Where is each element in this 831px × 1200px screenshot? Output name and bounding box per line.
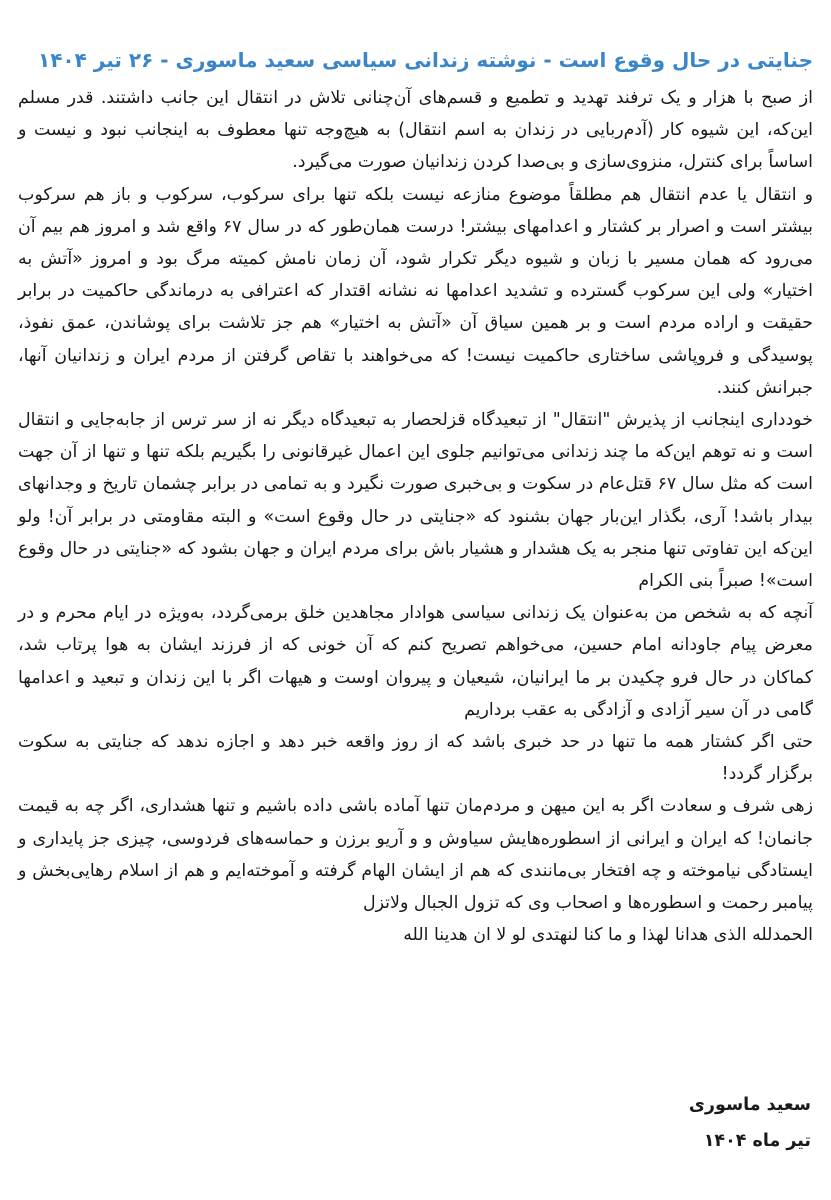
paragraph: الحمدلله الذی هدانا لهذا و ما کنا لنهتدی لو لا ان هدینا الله [403, 925, 813, 946]
paragraph: زهی شرف و سعادت اگر به این میهن و مردم‌مان تنها آماده باشی داده باشیم و تنها هشداری، اگر چه به قیمت جانمان! که ایران و ایرانی از اسطوره‌هایش سیاوش و و آریو برزن و حماسه‌های فردوسی، چیزی جز پایداری و ایستادگی نیاموخته و چه افتخار بی‌مانندی که هم از ایشان الهام گرفته و آموخته‌ایم و هم از اسلام رهایی‌بخش و پیامبر رحمت و اسطوره‌ها و اصحاب وی که تزول الجبال ولاتزل [18, 796, 813, 914]
signature-date: تیر ماه ۱۴۰۴ [703, 1131, 811, 1151]
paragraph: خودداری اینجانب از پذیرش "انتقال" از تبعیدگاه قزلحصار به تبعیدگاه دیگر نه از سر ترس از جابه‌جایی و انتقال است و نه توهم این‌که ما چند زندانی می‌توانیم جلوی این اعمال غیرقانونی را بگیریم بلکه تنها و تنها از آن جهت است که مثل سال ۶۷ قتل‌عام در سکوت و بی‌خبری صورت نگیرد و به تمامی در برابر چشمان تاریخ و وجدانهای بیدار باشد! آری، بگذار این‌بار جهان بشنود که «جنایتی در حال وقوع است» و البته مقاومتی در برابر آن! ولو این‌که این تفاوتی تنها منجر به یک هشدار و هشیار باش برای مردم ایران و جهان بشود که «جنایتی در حال وقوع است»! صبراً بنی الکرام [18, 410, 813, 592]
document-title: جنایتی در حال وقوع است - نوشته زندانی سیاسی سعید ماسوری - ۲۶ تیر ۱۴۰۴ [38, 48, 813, 72]
document-body [18, 82, 813, 951]
paragraph: و انتقال یا عدم انتقال هم مطلقاً موضوع منازعه نیست بلکه تنها برای سرکوب، سرکوب و باز هم سرکوب بیشتر است و اصرار بر کشتار و اعدامهای بیشتر! درست همان‌طور که در سال ۶۷ واقع شد و امروز هم بیم آن می‌رود که همان مسیر با زبان و شیوه دیگر تکرار شود، آن زمان نامش کمیته مرگ بود و امروز «آتش به اختیار» ولی این سرکوب گسترده و تشدید اعدامها نه نشانه اقتدار که اعترافی به درماندگی حاکمیت در برابر حقیقت و اراده مردم است و بر همین سیاق آن «آتش به اختیار» هم جز تلاشت برای پوشاندن، عمق نفوذ، پوسیدگی و فروپاشی ساختاری حاکمیت نیست! که می‌خواهند با تقاص گرفتن از مردم ایران و زندانیان آنها، جبرانش کنند. [18, 184, 813, 398]
paragraph: آنچه که به شخص من به‌عنوان یک زندانی سیاسی هوادار مجاهدین خلق برمی‌گردد، به‌ویژه در ایام محرم و در معرض پیام جاودانه امام حسین، می‌خواهم تصریح کنم که آن خونی که از فرزند ایشان به هوا پرتاب شد، کماکان در حال فرو چکیدن بر ما ایرانیان، شیعیان و پیروان اوست و هیهات اگر با این زندان و تبعید و اعدامها گامی در آن سیر آزادی و آزادگی به عقب برداریم [18, 603, 813, 720]
paragraph: از صبح با هزار و یک ترفند تهدید و تطمیع و قسم‌های آن‌چنانی تلاش در انتقال این جانب داشتند. قدر مسلم این‌که، این شیوه کار (آدم‌ربایی در زندان به اسم انتقال) به هیچ‌وجه تنها معطوف به اینجانب نبود و نیست و اساساً برای کنترل، منزوی‌سازی و بی‌صدا کردن زندانیان صورت می‌گیرد. [18, 88, 813, 173]
signature-name: سعید ماسوری [688, 1095, 811, 1115]
paragraph: حتی اگر کشتار همه ما تنها در حد خبری باشد که از روز واقعه خبر دهد و اجازه ندهد که جنایتی به سکوت برگزار گردد! [18, 732, 813, 785]
